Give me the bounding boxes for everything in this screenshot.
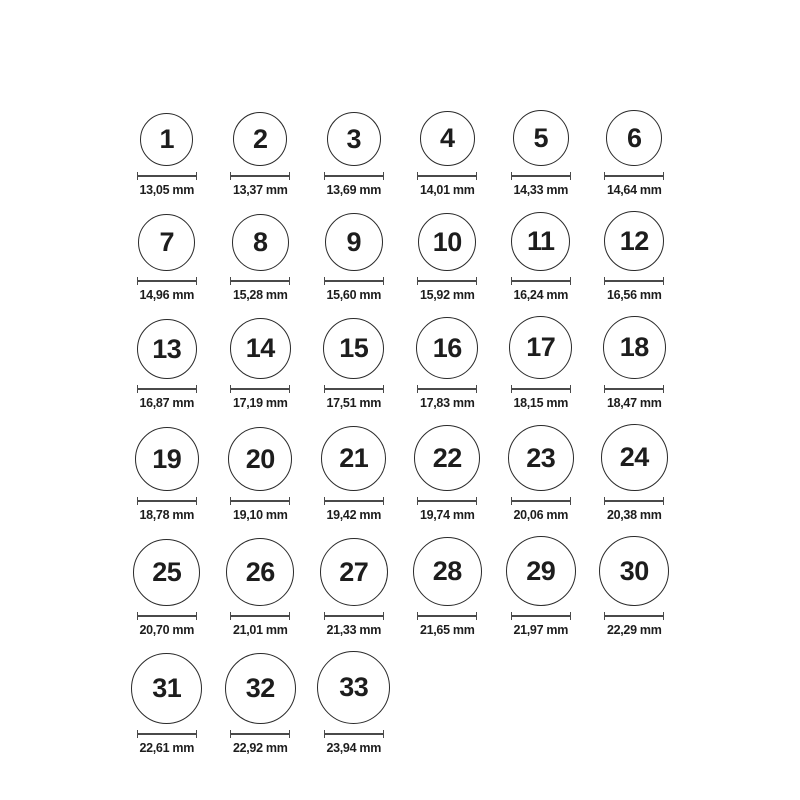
ring-size-number: 7 [159, 227, 175, 257]
diameter-dimension-line [230, 172, 290, 180]
diameter-label: 18,15 mm [513, 396, 569, 410]
ring-size-circle [603, 316, 666, 379]
ring-size-cell [506, 536, 576, 637]
ring-size-cell [603, 316, 666, 410]
ring-size-cell [226, 538, 294, 637]
diameter-label: 20,70 mm [139, 623, 195, 637]
ring-size-circle [513, 110, 569, 166]
ring-size-cell [137, 113, 197, 197]
diameter-label: 22,29 mm [606, 623, 662, 637]
ring-size-circle [320, 538, 388, 606]
ring-size-circle [604, 211, 664, 271]
diameter-dimension-line [511, 385, 571, 393]
ring-size-cell [324, 112, 384, 197]
diameter-label: 22,61 mm [139, 741, 195, 755]
ring-size-circle [321, 426, 386, 491]
ring-size-cell [137, 214, 197, 302]
ring-size-circle [131, 653, 202, 724]
ring-size-cell [131, 653, 202, 755]
ring-size-cell [230, 112, 290, 197]
ring-size-chart [120, 110, 681, 755]
ring-size-cell [511, 212, 571, 302]
diameter-label: 16,56 mm [606, 288, 662, 302]
ring-size-cell [508, 425, 574, 522]
ring-size-number: 24 [619, 442, 649, 472]
ring-size-number: 31 [152, 673, 182, 703]
diameter-label: 14,96 mm [139, 288, 195, 302]
ring-size-circle [226, 538, 294, 606]
diameter-dimension-line [604, 172, 664, 180]
ring-size-circle [230, 318, 291, 379]
ring-size-cell [416, 317, 478, 410]
diameter-dimension-line [230, 277, 290, 285]
ring-size-cell [604, 110, 664, 197]
ring-size-cell [321, 426, 386, 522]
ring-size-number: 15 [339, 333, 369, 363]
ring-size-number: 29 [526, 555, 556, 586]
diameter-dimension-line [604, 277, 664, 285]
ring-size-number: 33 [339, 672, 369, 702]
ring-size-circle [225, 653, 296, 724]
diameter-label: 19,42 mm [326, 508, 382, 522]
diameter-label: 14,33 mm [513, 183, 569, 197]
diameter-label: 21,01 mm [232, 623, 288, 637]
ring-size-cell [137, 319, 197, 410]
diameter-dimension-line [230, 497, 290, 505]
diameter-dimension-line [604, 385, 664, 393]
diameter-dimension-line [137, 385, 197, 393]
diameter-dimension-line [324, 612, 384, 620]
ring-size-circle [418, 213, 476, 271]
ring-size-cell [417, 111, 477, 197]
ring-size-circle [317, 651, 390, 724]
ring-size-number: 9 [346, 226, 362, 257]
ring-size-circle [232, 214, 289, 271]
diameter-label: 21,65 mm [419, 623, 475, 637]
ring-size-circle [508, 425, 574, 491]
diameter-dimension-line [324, 172, 384, 180]
ring-size-cell [230, 214, 290, 302]
diameter-label: 18,47 mm [606, 396, 662, 410]
ring-size-circle [228, 427, 292, 491]
ring-size-number: 12 [619, 225, 649, 256]
ring-size-cell [509, 316, 572, 410]
diameter-dimension-line [604, 612, 664, 620]
diameter-dimension-line [230, 612, 290, 620]
diameter-label: 13,69 mm [326, 183, 382, 197]
ring-size-circle [414, 425, 480, 491]
diameter-dimension-line [324, 730, 384, 738]
ring-size-number: 25 [152, 557, 182, 587]
ring-size-circle [137, 319, 197, 379]
ring-size-number: 13 [152, 333, 182, 364]
ring-size-number: 11 [526, 226, 555, 256]
ring-size-cell [323, 318, 384, 410]
ring-size-circle [413, 537, 482, 606]
ring-size-cell [417, 213, 477, 302]
ring-size-number: 3 [346, 123, 362, 154]
diameter-label: 16,24 mm [513, 288, 569, 302]
ring-size-circle [416, 317, 478, 379]
ring-size-number: 2 [252, 123, 268, 154]
ring-size-number: 19 [152, 443, 182, 474]
diameter-dimension-line [417, 172, 477, 180]
diameter-dimension-line [324, 277, 384, 285]
diameter-dimension-line [417, 497, 477, 505]
ring-size-number: 20 [245, 443, 275, 474]
diameter-dimension-line [137, 172, 197, 180]
ring-size-cell [230, 318, 291, 410]
ring-size-circle [327, 112, 381, 166]
ring-size-number: 17 [526, 332, 556, 362]
diameter-label: 13,37 mm [232, 183, 288, 197]
ring-size-number: 23 [526, 442, 556, 473]
ring-size-number: 22 [432, 442, 462, 473]
ring-size-number: 32 [245, 673, 275, 703]
ring-size-grid [120, 110, 681, 755]
diameter-dimension-line [137, 277, 197, 285]
ring-size-cell [414, 425, 480, 522]
diameter-label: 20,38 mm [606, 508, 662, 522]
diameter-dimension-line [417, 612, 477, 620]
ring-size-number: 8 [252, 227, 268, 257]
diameter-label: 19,10 mm [232, 508, 288, 522]
diameter-dimension-line [137, 730, 197, 738]
ring-size-circle [323, 318, 384, 379]
ring-size-cell [320, 538, 388, 637]
ring-size-number: 26 [245, 556, 275, 587]
ring-size-cell [511, 110, 571, 197]
ring-size-cell [225, 653, 296, 755]
ring-size-circle [506, 536, 576, 606]
diameter-label: 18,78 mm [139, 508, 195, 522]
ring-size-cell [135, 427, 199, 522]
diameter-label: 17,83 mm [419, 396, 475, 410]
ring-size-cell [604, 211, 664, 302]
diameter-label: 15,60 mm [326, 288, 382, 302]
ring-size-number: 6 [626, 122, 642, 153]
diameter-label: 19,74 mm [419, 508, 475, 522]
diameter-dimension-line [511, 277, 571, 285]
ring-size-number: 4 [439, 123, 455, 153]
ring-size-number: 10 [432, 226, 462, 257]
ring-size-cell [413, 537, 482, 637]
ring-size-circle [135, 427, 199, 491]
diameter-label: 16,87 mm [139, 396, 195, 410]
diameter-dimension-line [137, 497, 197, 505]
diameter-label: 14,64 mm [606, 183, 662, 197]
diameter-dimension-line [417, 385, 477, 393]
diameter-dimension-line [511, 497, 571, 505]
diameter-dimension-line [511, 612, 571, 620]
ring-size-circle [511, 212, 570, 271]
ring-size-number: 16 [432, 332, 462, 363]
ring-size-number: 1 [159, 124, 175, 154]
ring-size-number: 5 [533, 122, 549, 153]
ring-size-circle [138, 214, 195, 271]
diameter-dimension-line [230, 385, 290, 393]
ring-size-number: 27 [339, 556, 369, 587]
ring-size-cell [324, 213, 384, 302]
diameter-label: 17,51 mm [326, 396, 382, 410]
diameter-dimension-line [324, 497, 384, 505]
diameter-label: 22,92 mm [232, 741, 288, 755]
ring-size-circle [601, 424, 668, 491]
ring-size-number: 14 [245, 333, 275, 363]
diameter-label: 20,06 mm [513, 508, 569, 522]
diameter-label: 17,19 mm [232, 396, 288, 410]
ring-size-circle [325, 213, 383, 271]
diameter-dimension-line [137, 612, 197, 620]
ring-size-cell [228, 427, 292, 522]
diameter-label: 15,28 mm [232, 288, 288, 302]
ring-size-circle [233, 112, 287, 166]
ring-size-circle [420, 111, 475, 166]
ring-size-cell [599, 536, 669, 637]
diameter-label: 21,33 mm [326, 623, 382, 637]
diameter-dimension-line [417, 277, 477, 285]
ring-size-circle [133, 539, 200, 606]
diameter-label: 23,94 mm [326, 741, 382, 755]
diameter-label: 14,01 mm [419, 183, 475, 197]
diameter-dimension-line [511, 172, 571, 180]
diameter-label: 15,92 mm [419, 288, 475, 302]
diameter-dimension-line [324, 385, 384, 393]
ring-size-number: 21 [339, 443, 369, 473]
ring-size-cell [317, 651, 390, 755]
diameter-dimension-line [604, 497, 664, 505]
ring-size-circle [509, 316, 572, 379]
ring-size-circle [606, 110, 662, 166]
diameter-label: 13,05 mm [139, 183, 195, 197]
ring-size-circle [140, 113, 193, 166]
ring-size-number: 18 [619, 332, 649, 362]
ring-size-cell [601, 424, 668, 522]
ring-size-circle [599, 536, 669, 606]
diameter-label: 21,97 mm [513, 623, 569, 637]
ring-size-number: 28 [432, 556, 462, 586]
diameter-dimension-line [230, 730, 290, 738]
ring-size-cell [133, 539, 200, 637]
ring-size-number: 30 [619, 555, 649, 586]
